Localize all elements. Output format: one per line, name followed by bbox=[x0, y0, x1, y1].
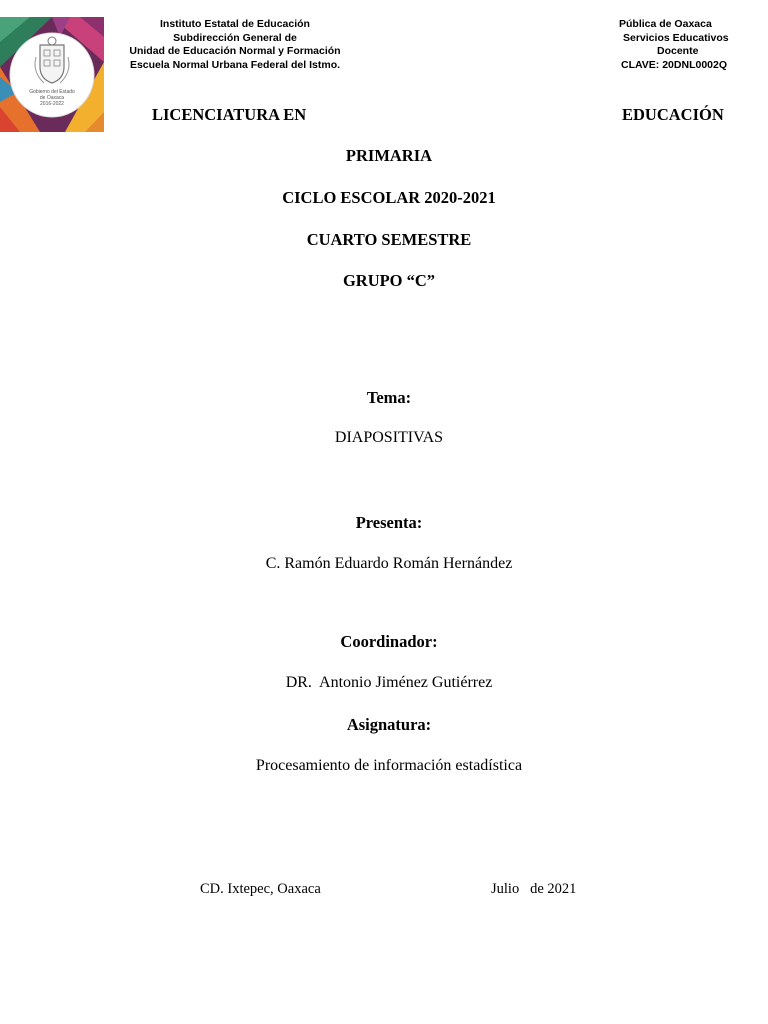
header-right-block bbox=[590, 18, 768, 72]
header-left-line: Instituto Estatal de Educación bbox=[160, 18, 310, 30]
title-primaria: PRIMARIA bbox=[345, 146, 433, 165]
header-right-line: Docente bbox=[657, 45, 699, 57]
title-semestre: CUARTO SEMESTRE bbox=[306, 230, 472, 249]
header-left-block bbox=[110, 18, 360, 72]
tema-value: DIAPOSITIVAS bbox=[334, 429, 444, 446]
title-grupo: GRUPO “C” bbox=[342, 271, 436, 290]
presenta-label: Presenta: bbox=[355, 513, 423, 532]
header-left-line: Subdirección General de bbox=[173, 31, 297, 44]
oaxaca-government-logo bbox=[0, 17, 104, 132]
logo-text-2: de Oaxaca bbox=[39, 95, 65, 101]
header-right-line: CLAVE: 20DNL0002Q bbox=[621, 58, 728, 71]
tema-label: Tema: bbox=[366, 388, 412, 407]
presenta-value: C. Ramón Eduardo Román Hernández bbox=[265, 555, 513, 572]
coordinador-value: DR. Antonio Jiménez Gutiérrez bbox=[285, 674, 493, 691]
footer-date: Julio de 2021 bbox=[491, 881, 577, 897]
logo-text-1: Gobierno del Estado bbox=[29, 89, 75, 95]
header-right-line: Pública de Oaxaca bbox=[619, 18, 712, 30]
title-licenciatura: LICENCIATURA EN bbox=[152, 105, 307, 124]
header-left-line: Unidad de Educación Normal y Formación bbox=[129, 45, 341, 57]
footer-place: CD. Ixtepec, Oaxaca bbox=[200, 881, 321, 897]
header-left-line: Escuela Normal Urbana Federal del Istmo. bbox=[129, 58, 341, 71]
title-ciclo-escolar: CICLO ESCOLAR 2020-2021 bbox=[282, 188, 496, 207]
header-right-line: Servicios Educativos bbox=[623, 31, 729, 44]
asignatura-label: Asignatura: bbox=[346, 715, 432, 734]
asignatura-value: Procesamiento de información estadística bbox=[255, 757, 523, 774]
coordinador-label: Coordinador: bbox=[340, 632, 438, 651]
logo-text-3: 2016-2022 bbox=[40, 101, 64, 107]
title-educacion: EDUCACIÓN bbox=[622, 105, 724, 124]
